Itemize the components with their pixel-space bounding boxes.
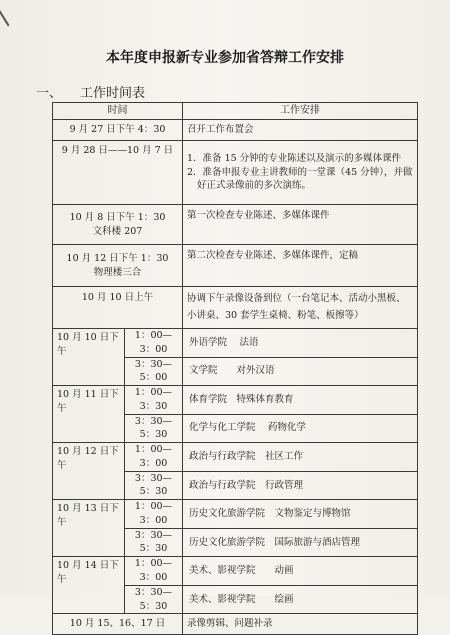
- slot-cell: 1：00—3：30: [125, 386, 183, 415]
- day-cell: 10 月 14 日下午: [53, 557, 125, 614]
- slot-cell: 3：30—5：30: [125, 414, 183, 443]
- table-row: [53, 443, 418, 472]
- time-text: 10 月 8 日下午 1：30: [69, 211, 166, 223]
- document-title: 本年度申报新专业参加省答辩工作安排: [106, 50, 344, 66]
- slot-cell: 1：00—3：00: [125, 557, 183, 586]
- slot-cell: 1：00—3：00: [125, 329, 183, 358]
- time-cell: [53, 245, 183, 287]
- task-cell: 第一次检查专业陈述、多媒体课件: [183, 205, 418, 245]
- day-cell: 10 月 12 日下午: [53, 443, 125, 500]
- task-cell: 录像剪辑、问题补录: [183, 614, 418, 635]
- table-row: [53, 141, 418, 205]
- header-row: [53, 103, 418, 120]
- task-cell: 历史文化旅游学院 国际旅游与酒店管理: [183, 528, 418, 557]
- time-text: 10 月 12 日下午 1：30: [66, 252, 169, 264]
- task-cell: 美术、影视学院 动画: [183, 557, 418, 586]
- table-row: [53, 329, 418, 358]
- time-cell: [53, 205, 183, 245]
- day-cell: 10 月 13 日下午: [53, 500, 125, 557]
- section-label: 工作时间表: [80, 86, 146, 101]
- table-row: [53, 245, 418, 287]
- task-cell: [183, 141, 418, 205]
- header-time: 时间: [53, 103, 183, 120]
- task-item: 2．准备申报专业主讲教师的一堂课（45 分钟），并做好正式录像前的多次演练。: [187, 166, 413, 192]
- slot-cell: 3：30—5：00: [125, 357, 183, 386]
- time-cell: 10 月 15、16、17 日: [53, 614, 183, 635]
- table-row: [53, 120, 418, 141]
- slot-cell: 3：30—5：30: [125, 585, 183, 614]
- task-cell: 美术、影视学院 绘画: [183, 585, 418, 614]
- task-cell: 协调下午录像设备到位（一台笔记本、活动小黑板、小讲桌、30 套学生桌椅、粉笔、板擦等）: [183, 287, 418, 329]
- table-row: [53, 287, 418, 329]
- task-cell: 政治与行政学院 社区工作: [183, 443, 418, 472]
- place-text: 物理楼三合: [93, 266, 142, 278]
- slot-cell: 3：30—5：30: [125, 528, 183, 557]
- header-task: 工作安排: [183, 103, 418, 120]
- table-row: [53, 386, 418, 415]
- pen-mark: [0, 10, 10, 26]
- table-row: [53, 205, 418, 245]
- slot-cell: 3：30—5：30: [125, 471, 183, 500]
- task-cell: 文学院 对外汉语: [183, 357, 418, 386]
- task-cell: 体育学院 特殊体育教育: [183, 386, 418, 415]
- task-cell: 政治与行政学院 行政管理: [183, 471, 418, 500]
- slot-cell: 1：00—3：00: [125, 443, 183, 472]
- task-cell: 历史文化旅游学院 文物鉴定与博物馆: [183, 500, 418, 529]
- table-row: [53, 557, 418, 586]
- task-cell: 化学与化工学院 药物化学: [183, 414, 418, 443]
- table-row: [53, 500, 418, 529]
- task-cell: 外语学院 法语: [183, 329, 418, 358]
- table-row: [53, 614, 418, 635]
- schedule-table: [52, 102, 418, 635]
- time-cell: 9 月 28 日——10 月 7 日: [53, 141, 183, 205]
- section-number: 一、: [36, 86, 63, 101]
- task-cell: 召开工作布置会: [183, 120, 418, 141]
- section-heading: [36, 82, 145, 101]
- day-cell: 10 月 11 日下午: [53, 386, 125, 443]
- time-cell: 10 月 10 日上午: [53, 287, 183, 329]
- slot-cell: 1：00—3：00: [125, 500, 183, 529]
- day-cell: 10 月 10 日下午: [53, 329, 125, 386]
- task-item: 1．准备 15 分钟的专业陈述以及演示的多媒体课件: [187, 152, 402, 164]
- task-cell: 第二次检查专业陈述、多媒体课件，定稿: [183, 245, 418, 287]
- time-cell: 9 月 27 日下午 4：30: [53, 120, 183, 141]
- place-text: 文科楼 207: [92, 225, 143, 237]
